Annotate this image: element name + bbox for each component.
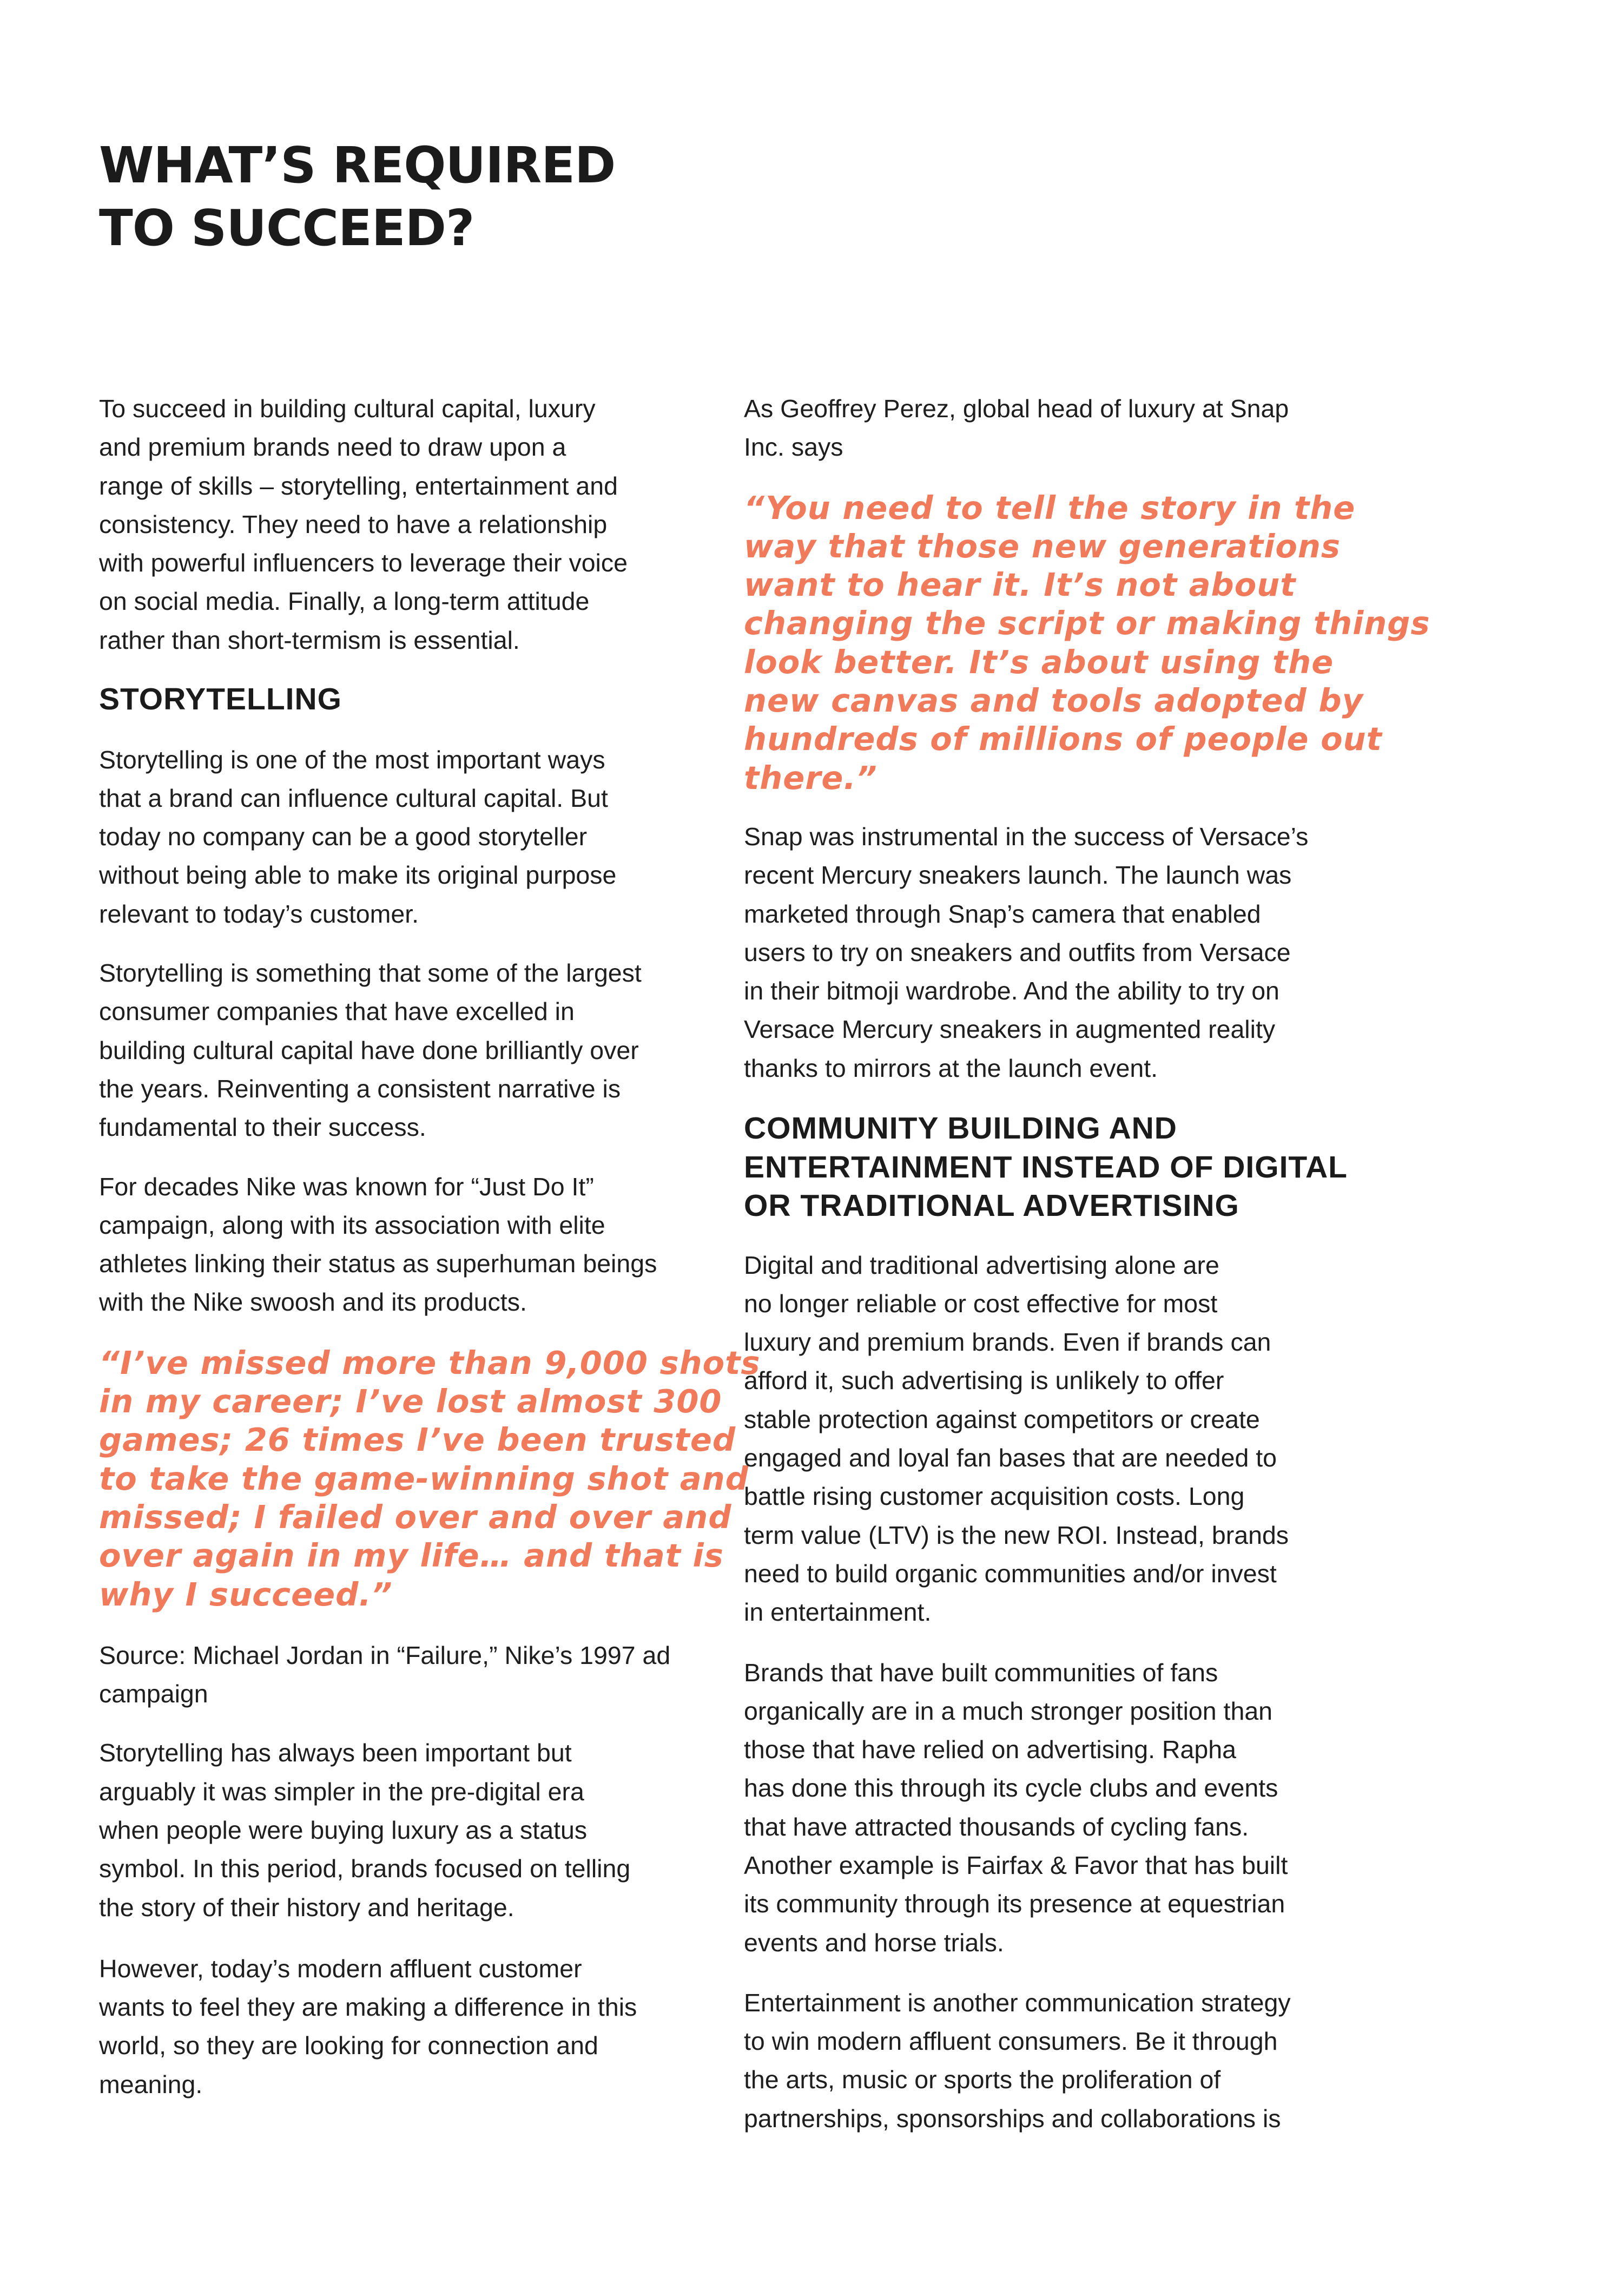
text-line: those that have relied on advertising. Rapha <box>744 1735 1236 1764</box>
quote-source <box>99 1636 727 1714</box>
text-line: stable protection against competitors or create <box>744 1405 1260 1433</box>
communities-paragraph <box>744 1654 1366 1962</box>
text-line: relevant to today’s customer. <box>99 899 419 928</box>
page-title <box>99 134 615 260</box>
text-line: with the Nike swoosh and its products. <box>99 1288 527 1317</box>
quote-line: games; 26 times I’ve been trusted <box>99 1421 736 1459</box>
text-line: events and horse trials. <box>744 1928 1004 1957</box>
text-line: Snap was instrumental in the success of Versace’s <box>744 822 1309 851</box>
text-line: Storytelling is one of the most important ways <box>99 745 605 774</box>
text-line: As Geoffrey Perez, global head of luxury at Snap <box>744 394 1289 423</box>
text-line: its community through its presence at equestrian <box>744 1890 1285 1918</box>
quote-line: why I succeed.” <box>99 1575 393 1613</box>
text-line: on social media. Finally, a long-term attitude <box>99 587 590 616</box>
text-line: and premium brands need to draw upon a <box>99 433 566 462</box>
text-line: Entertainment is another communication strategy <box>744 1988 1291 2017</box>
text-line: fundamental to their success. <box>99 1113 426 1142</box>
text-line: luxury and premium brands. Even if brands can <box>744 1328 1271 1357</box>
text-line: the years. Reinventing a consistent narrative is <box>99 1074 621 1103</box>
community-heading <box>744 1109 1366 1226</box>
text-line: Source: Michael Jordan in “Failure,” Nike’s 1997 ad <box>99 1641 671 1669</box>
quote-line: in my career; I’ve lost almost 300 <box>99 1383 722 1420</box>
entertainment-paragraph <box>744 1984 1366 2138</box>
perez-pull-quote <box>744 489 1430 797</box>
right-column <box>744 390 1430 2138</box>
heading-line: ENTERTAINMENT INSTEAD OF DIGITAL <box>744 1149 1348 1185</box>
quote-line: to take the game-winning shot and <box>99 1459 749 1497</box>
text-line: campaign <box>99 1680 208 1708</box>
text-line: has done this through its cycle clubs and events <box>744 1774 1278 1802</box>
quote-line: new canvas and tools adopted by <box>744 682 1364 720</box>
text-line: building cultural capital have done brilliantly over <box>99 1036 639 1064</box>
text-line: battle rising customer acquisition costs. Long <box>744 1482 1245 1511</box>
page-title-line: TO SUCCEED? <box>99 199 474 257</box>
text-line: organically are in a much stronger position than <box>744 1696 1273 1725</box>
text-line: Another example is Fairfax & Favor that has built <box>744 1851 1288 1879</box>
text-line: To succeed in building cultural capital, luxury <box>99 394 596 423</box>
text-line: Digital and traditional advertising alone are <box>744 1251 1219 1279</box>
text-line: wants to feel they are making a difference in this <box>99 1993 637 2022</box>
text-line: consistency. They need to have a relationship <box>99 510 608 538</box>
text-line: to win modern affluent consumers. Be it through <box>744 2027 1278 2056</box>
text-line: without being able to make its original purpose <box>99 861 617 890</box>
text-line: consumer companies that have excelled in <box>99 997 575 1026</box>
pre-digital-paragraph <box>99 1734 727 1926</box>
quote-line: “I’ve missed more than 9,000 shots <box>99 1344 761 1381</box>
text-line: term value (LTV) is the new ROI. Instead, brands <box>744 1521 1289 1549</box>
text-line: marketed through Snap’s camera that enabled <box>744 899 1261 928</box>
text-line: However, today’s modern affluent customer <box>99 1954 582 1983</box>
text-line: in their bitmoji wardrobe. And the ability to try on <box>744 977 1279 1005</box>
text-line: Storytelling is something that some of the largest <box>99 959 642 988</box>
heading-line: COMMUNITY BUILDING AND <box>744 1111 1177 1146</box>
text-line: For decades Nike was known for “Just Do It” <box>99 1172 594 1201</box>
text-line: rather than short-termism is essential. <box>99 626 520 654</box>
text-line: recent Mercury sneakers launch. The launch was <box>744 861 1292 890</box>
quote-line: way that those new generations <box>744 527 1341 565</box>
quote-line: changing the script or making things <box>744 604 1430 642</box>
text-line: campaign, along with its association with elite <box>99 1211 605 1239</box>
snap-paragraph <box>744 818 1366 1088</box>
text-line: today no company can be a good storyteller <box>99 823 588 851</box>
nike-paragraph <box>99 1168 727 1322</box>
quote-line: hundreds of millions of people out <box>744 720 1382 758</box>
quote-line: there.” <box>744 759 878 797</box>
text-line: afford it, such advertising is unlikely to offer <box>744 1366 1224 1395</box>
text-line: the story of their history and heritage. <box>99 1893 514 1922</box>
text-line: when people were buying luxury as a status <box>99 1816 588 1844</box>
text-line: Storytelling has always been important but <box>99 1739 572 1767</box>
text-line: engaged and loyal fan bases that are needed to <box>744 1444 1277 1472</box>
storytelling-paragraph <box>99 954 727 1147</box>
text-line: in entertainment. <box>744 1598 932 1627</box>
advertising-paragraph <box>744 1246 1366 1632</box>
text-line: with powerful influencers to leverage their voice <box>99 549 628 577</box>
text-line: Versace Mercury sneakers in augmented reality <box>744 1015 1276 1044</box>
text-line: Brands that have built communities of fans <box>744 1658 1218 1687</box>
quote-line: look better. It’s about using the <box>744 643 1334 681</box>
quote-line: want to hear it. It’s not about <box>744 566 1296 604</box>
heading-line: STORYTELLING <box>99 682 342 717</box>
text-line: users to try on sneakers and outfits from Versace <box>744 938 1291 966</box>
text-line: meaning. <box>99 2070 203 2098</box>
left-column <box>99 390 761 2104</box>
storytelling-paragraph <box>99 741 727 933</box>
text-line: world, so they are looking for connection and <box>99 2031 598 2060</box>
text-line: partnerships, sponsorships and collaborations is <box>744 2104 1281 2133</box>
text-line: Inc. says <box>744 433 843 462</box>
storytelling-heading <box>99 680 727 719</box>
text-line: range of skills – storytelling, entertainment and <box>99 471 618 500</box>
text-line: no longer reliable or cost effective for most <box>744 1289 1218 1318</box>
modern-customer-paragraph <box>99 1950 727 2104</box>
text-line: athletes linking their status as superhuman beings <box>99 1249 657 1278</box>
text-line: symbol. In this period, brands focused on telling <box>99 1854 631 1883</box>
text-line: that a brand can influence cultural capital. But <box>99 784 608 812</box>
text-line: the arts, music or sports the proliferation of <box>744 2065 1221 2094</box>
quote-line: “You need to tell the story in the <box>744 489 1356 527</box>
quote-line: over again in my life… and that is <box>99 1537 724 1575</box>
jordan-pull-quote <box>99 1344 761 1614</box>
text-line: arguably it was simpler in the pre-digital era <box>99 1777 584 1806</box>
heading-line: OR TRADITIONAL ADVERTISING <box>744 1188 1239 1223</box>
text-line: that have attracted thousands of cycling fans. <box>744 1812 1249 1841</box>
text-line: need to build organic communities and/or invest <box>744 1559 1277 1588</box>
text-line: thanks to mirrors at the launch event. <box>744 1054 1158 1082</box>
intro-paragraph <box>99 390 727 660</box>
quote-line: missed; I failed over and over and <box>99 1498 732 1536</box>
page-title-line: WHAT’S REQUIRED <box>99 136 616 194</box>
perez-intro <box>744 390 1366 467</box>
